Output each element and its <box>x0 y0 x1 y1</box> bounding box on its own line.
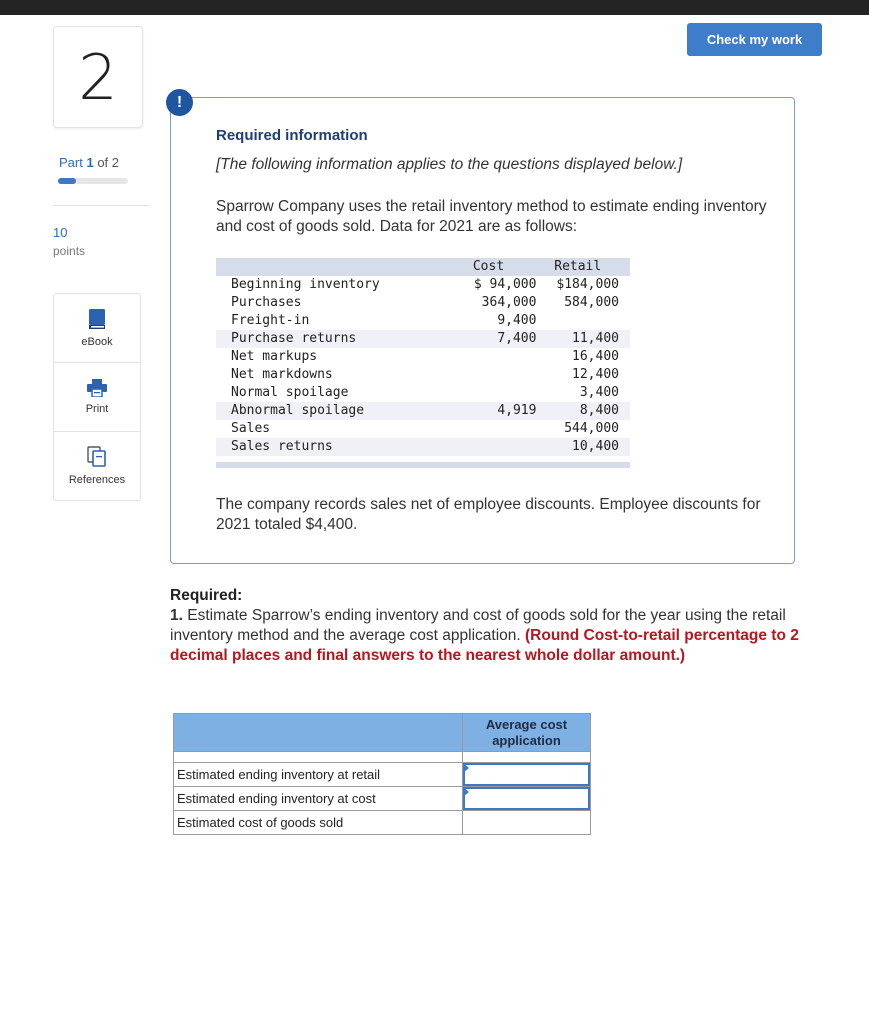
print-button[interactable] <box>54 363 140 432</box>
row-label: Sales returns <box>216 438 441 456</box>
data-table-row <box>216 384 630 402</box>
answer-input[interactable] <box>463 763 590 786</box>
average-cost-header: Average cost application <box>463 714 591 752</box>
data-table-footer <box>216 462 630 468</box>
row-cost <box>441 438 537 456</box>
question-number: 2 <box>53 26 143 128</box>
row-label: Beginning inventory <box>231 277 380 292</box>
input-flag-icon <box>463 787 469 797</box>
data-table-row <box>216 348 630 366</box>
rounding-instruction: (Round Cost-to-retail percentage to 2 decimal places and final answers to the nearest whole dollar amount.) <box>170 627 799 664</box>
row-label: Freight-in <box>231 313 310 328</box>
tools-panel <box>53 293 141 501</box>
row-label: Sales <box>231 421 271 436</box>
answer-row-label: Estimated cost of goods sold <box>174 811 463 835</box>
required-heading: Required: <box>170 587 243 604</box>
data-table-row <box>216 402 630 420</box>
points-value: 10 <box>53 225 68 240</box>
part-of: of <box>97 155 109 170</box>
book-icon <box>88 308 106 330</box>
row-label: Purchase returns <box>216 330 441 348</box>
row-retail: 10,400 <box>536 438 630 456</box>
rail-divider <box>53 205 149 206</box>
required-information-title: Required information <box>216 127 368 144</box>
references-label: References <box>68 474 126 486</box>
part-current: 1 <box>86 155 94 170</box>
problem-intro: Sparrow Company uses the retail inventory method to estimate ending inventory and cost of goods sold. Data for 2021 are as follows: <box>216 198 767 235</box>
row-cost <box>441 420 537 438</box>
answer-row-label: Estimated ending inventory at cost <box>174 787 463 811</box>
row-label: Abnormal spoilage <box>216 402 441 420</box>
data-table-header <box>216 258 630 276</box>
data-table-row <box>216 420 630 438</box>
answer-table <box>173 713 591 835</box>
data-table-row <box>216 366 630 384</box>
part-word: Part <box>59 155 83 170</box>
required-number: 1. <box>170 607 183 624</box>
input-flag-icon <box>463 763 469 773</box>
row-cost: $ 94,000 <box>473 277 537 292</box>
row-label: Normal spoilage <box>231 385 349 400</box>
inventory-data-table <box>216 258 630 456</box>
answer-input[interactable] <box>463 787 590 810</box>
references-button[interactable] <box>54 432 140 500</box>
answer-row <box>174 763 591 787</box>
part-progress-fill <box>58 178 76 184</box>
part-total: 2 <box>111 155 120 170</box>
data-table-row <box>216 438 630 456</box>
row-cost: 7,400 <box>441 330 537 348</box>
row-retail: 12,400 <box>572 367 619 382</box>
answer-row-label: Estimated ending inventory at retail <box>174 763 463 787</box>
check-my-work-button[interactable]: Check my work <box>687 23 822 56</box>
row-cost <box>441 348 537 366</box>
applies-note: [The following information applies to the questions displayed below.] <box>216 156 683 173</box>
cost-header: Cost <box>441 258 537 276</box>
alert-icon: ! <box>166 89 193 116</box>
row-retail: 3,400 <box>579 385 619 400</box>
answer-row <box>174 811 591 835</box>
data-table-row <box>216 330 630 348</box>
ebook-label: eBook <box>81 336 113 348</box>
row-cost: 4,919 <box>441 402 537 420</box>
row-retail: 8,400 <box>536 402 630 420</box>
row-label: Net markups <box>231 349 318 364</box>
references-icon <box>87 446 107 468</box>
points-label: points <box>53 244 86 258</box>
row-cost: 364,000 <box>481 295 537 310</box>
printer-icon <box>87 379 107 397</box>
required-text: Estimate Sparrow’s ending inventory and cost of goods sold for the year using the retail inventory method and the average cost application. <box>170 607 786 644</box>
top-bar <box>0 0 869 15</box>
required-section <box>170 586 800 666</box>
required-question <box>170 606 800 666</box>
row-cost <box>441 384 537 402</box>
part-indicator <box>59 155 119 170</box>
data-table-row <box>216 276 630 294</box>
employee-discount-note: The company records sales net of employee discounts. Employee discounts for 2021 totaled $4,400. <box>216 496 761 533</box>
row-retail: 544,000 <box>564 421 619 436</box>
ebook-button[interactable] <box>54 294 140 363</box>
answer-table-header <box>174 714 591 752</box>
data-table-row <box>216 312 630 330</box>
part-progress-bar <box>58 178 128 184</box>
answer-row <box>174 787 591 811</box>
row-retail: 584,000 <box>564 295 619 310</box>
row-label: Purchases <box>231 295 302 310</box>
required-information-panel <box>170 97 795 564</box>
row-retail <box>536 312 630 330</box>
print-label: Print <box>85 403 109 415</box>
retail-header: Retail <box>536 258 630 276</box>
row-label: Net markdowns <box>231 367 333 382</box>
row-cost <box>441 366 537 384</box>
row-retail: 11,400 <box>536 330 630 348</box>
row-retail: 16,400 <box>572 349 619 364</box>
data-table-row <box>216 294 630 312</box>
answer-value <box>463 811 591 835</box>
row-cost: 9,400 <box>497 313 537 328</box>
row-retail: $184,000 <box>556 277 619 292</box>
